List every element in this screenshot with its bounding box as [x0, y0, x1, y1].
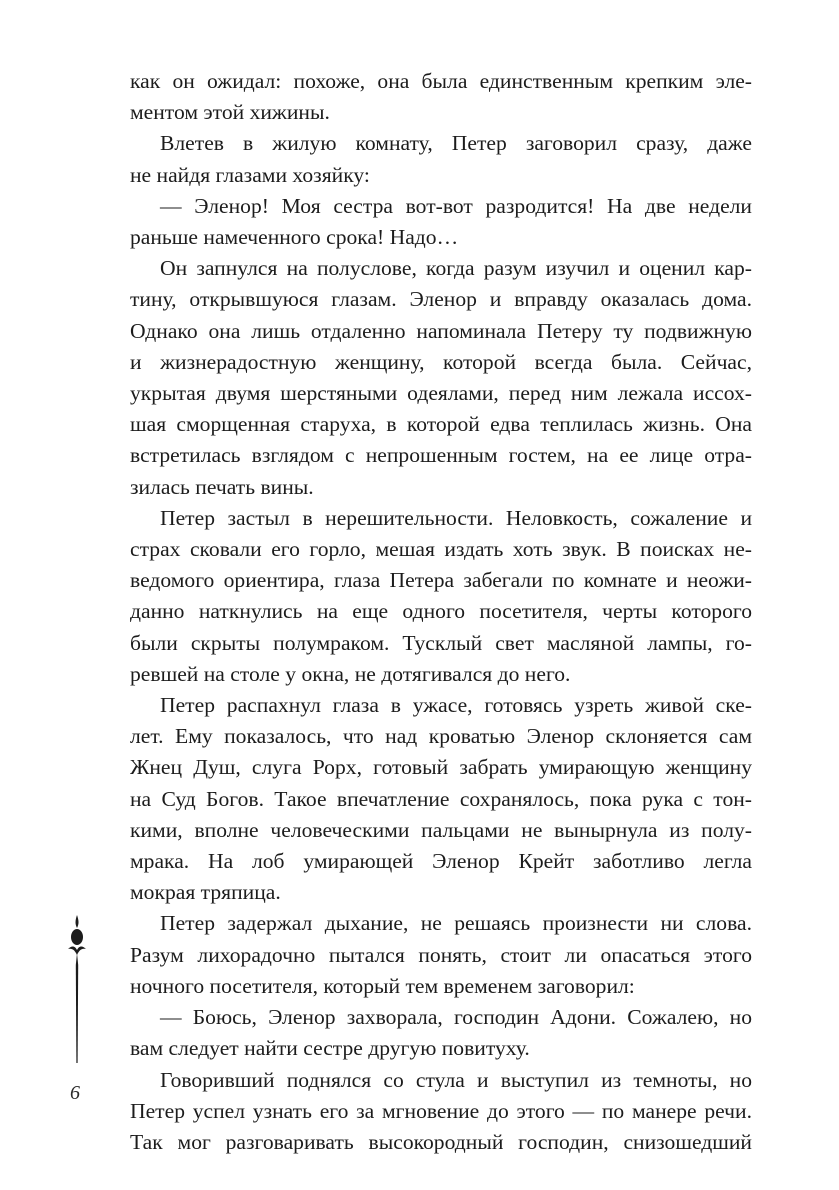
text-line: лет. Ему показалось, что над кроватью Эленор склоняется сам	[130, 724, 752, 749]
text-line: данно наткнулись на еще одного посетителя, черты которого	[130, 599, 752, 624]
text-line: Петер успел узнать его за мгновение до этого — по манере речи.	[130, 1098, 752, 1123]
decorative-flourish-icon	[66, 915, 88, 1065]
text-line: кими, вполне человеческими пальцами не вынырнула из полу-	[130, 817, 752, 842]
paragraph	[130, 1065, 752, 1159]
paragraph	[130, 128, 752, 190]
paragraph	[130, 191, 752, 253]
paragraph	[130, 66, 752, 128]
text-line: вам следует найти сестре другую повитуху.	[130, 1036, 530, 1061]
text-line: были скрыты полумраком. Тусклый свет масляной лампы, го-	[130, 630, 752, 655]
text-line: — Боюсь, Эленор захворала, господин Адони. Сожалею, но	[160, 1005, 752, 1030]
text-line: ночного посетителя, который тем временем заговорил:	[130, 973, 635, 998]
text-line: зилась печать вины.	[130, 474, 314, 499]
text-line: укрытая двумя шерстяными одеялами, перед ним лежала иссох-	[130, 381, 752, 406]
paragraph	[130, 1002, 752, 1064]
text-line: Так мог разговаривать высокородный господин, снизошедший	[130, 1129, 752, 1154]
text-line: тину, открывшуюся глазам. Эленор и вправду оказалась дома.	[130, 287, 752, 312]
paragraph	[130, 690, 752, 908]
text-line: Петер задержал дыхание, не решаясь произнести ни слова.	[160, 911, 752, 936]
text-line: как он ожидал: похоже, она была единственным крепким эле-	[130, 69, 752, 93]
text-line: Однако она лишь отдаленно напоминала Петеру ту подвижную	[130, 318, 752, 343]
text-line: ментом этой хижины.	[130, 100, 330, 125]
paragraph	[130, 253, 752, 503]
text-line: Влетев в жилую комнату, Петер заговорил сразу, даже	[160, 131, 752, 156]
text-line: шая сморщенная старуха, в которой едва теплилась жизнь. Она	[130, 412, 752, 437]
text-line: — Эленор! Моя сестра вот-вот разродится! На две недели	[160, 193, 752, 218]
text-line: Петер застыл в нерешительности. Неловкость, сожаление и	[160, 505, 752, 530]
text-line: страх сковали его горло, мешая издать хоть звук. В поисках не-	[130, 537, 752, 562]
text-line: ревшей на столе у окна, не дотягивался до него.	[130, 661, 571, 686]
text-line: на Суд Богов. Такое впечатление сохранялось, пока рука с тон-	[130, 786, 752, 811]
text-line: Петер распахнул глаза в ужасе, готовясь узреть живой ске-	[160, 693, 752, 718]
text-line: и жизнерадостную женщину, которой всегда была. Сейчас,	[130, 349, 752, 374]
text-line: ведомого ориентира, глаза Петера забегали по комнате и неожи-	[130, 568, 752, 593]
text-line: не найдя глазами хозяйку:	[130, 162, 370, 187]
page-number: 6	[70, 1082, 80, 1104]
text-line: Жнец Душ, слуга Рорх, готовый забрать умирающую женщину	[130, 755, 752, 780]
text-line: Он запнулся на полуслове, когда разум изучил и оценил кар-	[160, 256, 752, 281]
text-line: мрака. На лоб умирающей Эленор Крейт заботливо легла	[130, 849, 752, 874]
text-line: встретилась взглядом с непрошенным гостем, на ее лице отра-	[130, 443, 752, 468]
text-line: раньше намеченного срока! Надо…	[130, 225, 459, 250]
text-line: Разум лихорадочно пытался понять, стоит ли опасаться этого	[130, 942, 752, 967]
text-line: Говоривший поднялся со стула и выступил из темноты, но	[160, 1067, 752, 1092]
paragraph	[130, 908, 752, 1002]
paragraph	[130, 503, 752, 690]
body-text	[130, 66, 752, 1158]
text-line: мокрая тряпица.	[130, 880, 281, 905]
